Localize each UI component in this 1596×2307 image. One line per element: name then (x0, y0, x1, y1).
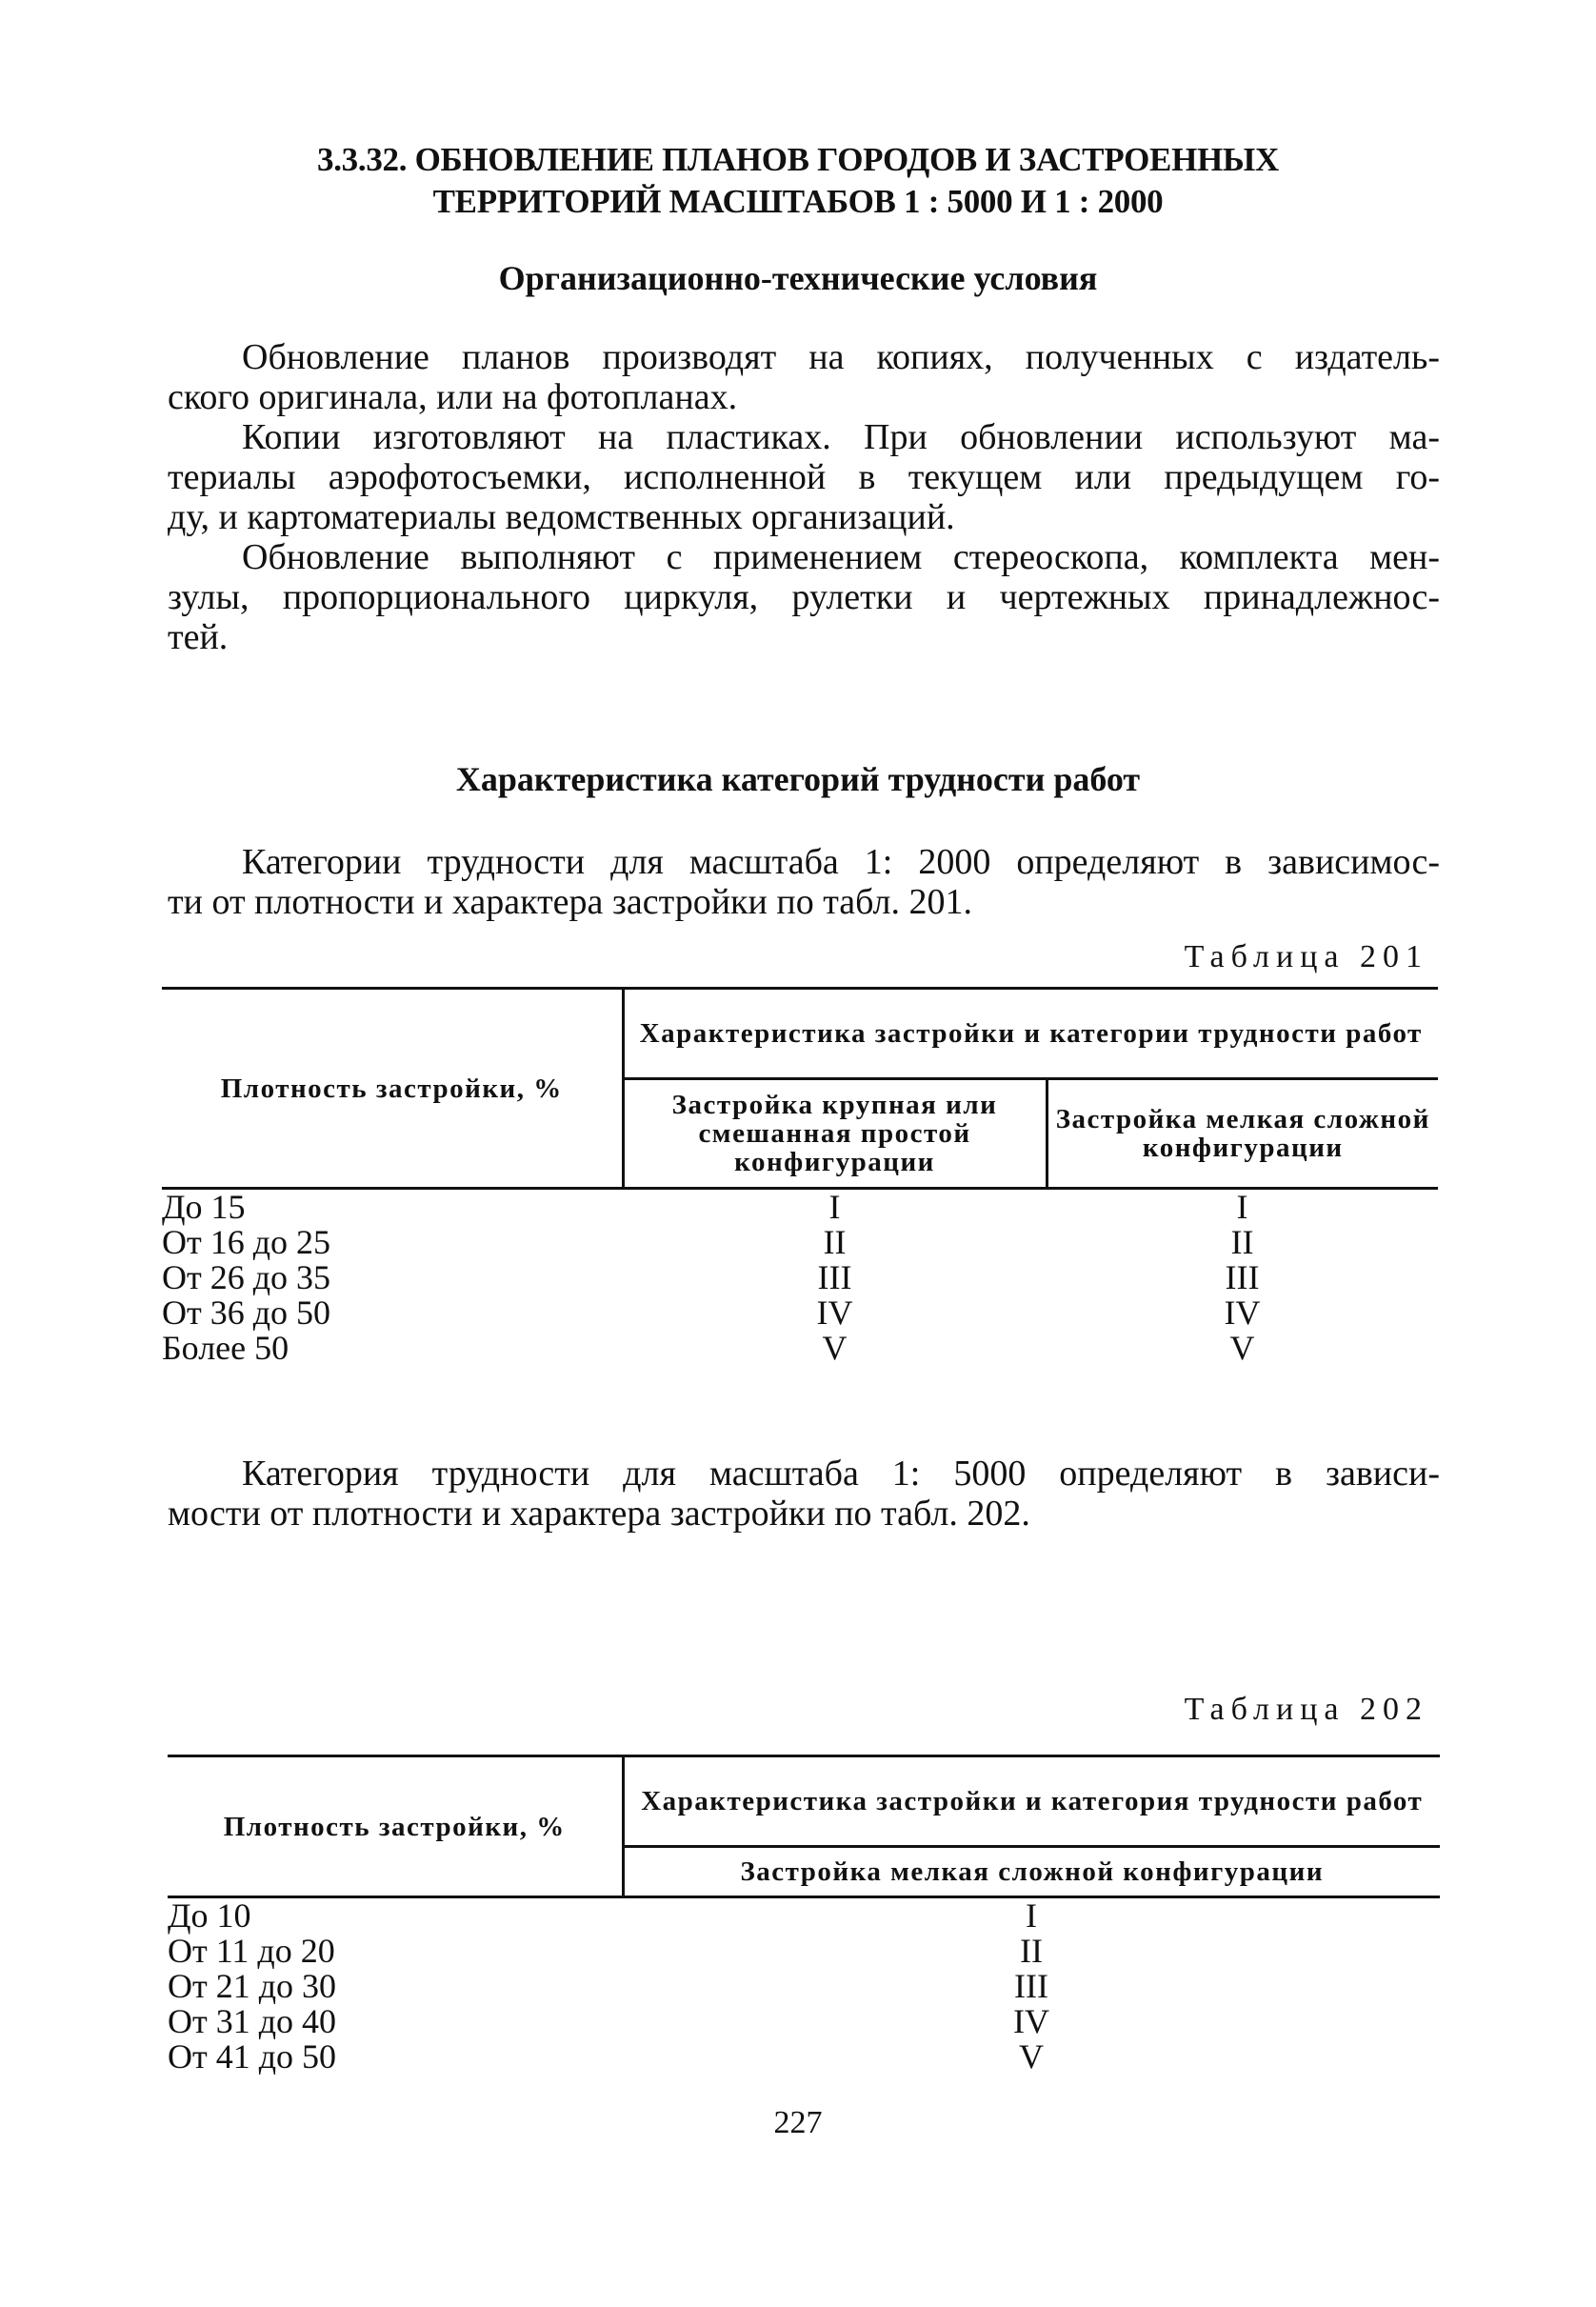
paragraph-line: Копии изготовляют на пластиках. При обновлении используют ма- (242, 417, 1440, 457)
paragraph-line: мости от плотности и характера застройки по табл. 202. (168, 1494, 1030, 1534)
table-row (162, 1189, 1438, 1226)
density-cell: От 41 до 50 (168, 2037, 337, 2076)
category-cell: I (828, 1188, 841, 1226)
paragraph-line: тей. (168, 617, 229, 657)
table202-col-density: Плотность застройки, % (168, 1756, 623, 1897)
section-title-line-1: 3.3.32. ОБНОВЛЕНИЕ ПЛАНОВ ГОРОДОВ И ЗАСТРОЕННЫХ (317, 141, 1279, 178)
table-row (168, 1934, 1440, 1969)
org-conditions-text (168, 337, 1440, 657)
table201-col-small: Застройка мелкая сложной конфигурации (1047, 1079, 1438, 1189)
category-cell: I (1026, 1896, 1037, 1935)
table201-caption: Таблица 201 (1184, 939, 1428, 974)
category-cell: V (822, 1329, 848, 1367)
section-title-line-2: ТЕРРИТОРИЙ МАСШТАБОВ 1 : 5000 И 1 : 2000 (432, 183, 1164, 220)
table202-col-small: Застройка мелкая сложной конфигурации (623, 1847, 1440, 1897)
category-cell: III (817, 1258, 852, 1296)
table201-col-large: Застройка крупная или смешанная простой конфигурации (623, 1079, 1047, 1189)
table202-caption: Таблица 202 (1184, 1692, 1428, 1727)
density-cell: От 31 до 40 (168, 2002, 337, 2040)
paragraph-line: Категория трудности для масштаба 1: 5000 определяют в зависи- (242, 1454, 1440, 1494)
paragraph-line: Категории трудности для масштаба 1: 2000 определяют в зависимос- (242, 842, 1440, 882)
table-row (162, 1295, 1438, 1331)
density-cell: От 11 до 20 (168, 1932, 335, 1970)
table201-group-header: Характеристика застройки и категории трудности работ (623, 989, 1438, 1079)
paragraph-line: териалы аэрофотосъемки, исполненной в текущем или предыдущем го- (168, 457, 1440, 497)
category-cell: II (823, 1223, 847, 1261)
category-cell: I (1236, 1188, 1248, 1226)
category-cell: V (1019, 2037, 1044, 2076)
paragraph-line: ского оригинала, или на фотопланах. (168, 377, 738, 417)
category-cell: IV (1224, 1294, 1261, 1332)
category-cell: IV (1013, 2002, 1049, 2040)
category-cell: III (1225, 1258, 1260, 1296)
category-cell: IV (816, 1294, 853, 1332)
table-row (168, 2004, 1440, 2039)
table-row (162, 1260, 1438, 1295)
density-cell: До 15 (162, 1188, 246, 1226)
table-row (162, 1225, 1438, 1260)
table-row (168, 1969, 1440, 2004)
page-number: 227 (773, 2105, 823, 2140)
table202-intro (168, 1454, 1440, 1534)
table-201 (162, 987, 1438, 1366)
table202-group-header: Характеристика застройки и категория трудности работ (623, 1756, 1440, 1847)
categories-heading: Характеристика категорий трудности работ (455, 760, 1141, 798)
category-cell: III (1014, 1967, 1048, 2005)
density-cell: От 26 до 35 (162, 1258, 331, 1296)
category-cell: II (1230, 1223, 1254, 1261)
paragraph-line: ти от плотности и характера застройки по табл. 201. (168, 882, 972, 922)
paragraph-line: Обновление планов производят на копиях, полученных с издатель- (242, 337, 1440, 377)
category-cell: II (1020, 1932, 1043, 1970)
table201-col-density: Плотность застройки, % (162, 989, 623, 1189)
density-cell: Более 50 (162, 1329, 289, 1367)
org-conditions-heading: Организационно-технические условия (498, 259, 1098, 297)
density-cell: От 16 до 25 (162, 1223, 331, 1261)
table-row (162, 1331, 1438, 1366)
table-row (168, 1897, 1440, 1935)
density-cell: От 21 до 30 (168, 1967, 337, 2005)
table-202 (168, 1755, 1440, 2075)
category-cell: V (1229, 1329, 1255, 1367)
density-cell: До 10 (168, 1896, 251, 1935)
density-cell: От 36 до 50 (162, 1294, 331, 1332)
table201-intro (168, 842, 1440, 922)
paragraph-line: зулы, пропорционального циркуля, рулетки и чертежных принадлежнос- (168, 577, 1440, 617)
table-row (168, 2039, 1440, 2075)
paragraph-line: ду, и картоматериалы ведомственных организаций. (168, 497, 955, 537)
paragraph-line: Обновление выполняют с применением стереоскопа, комплекта мен- (242, 537, 1440, 577)
